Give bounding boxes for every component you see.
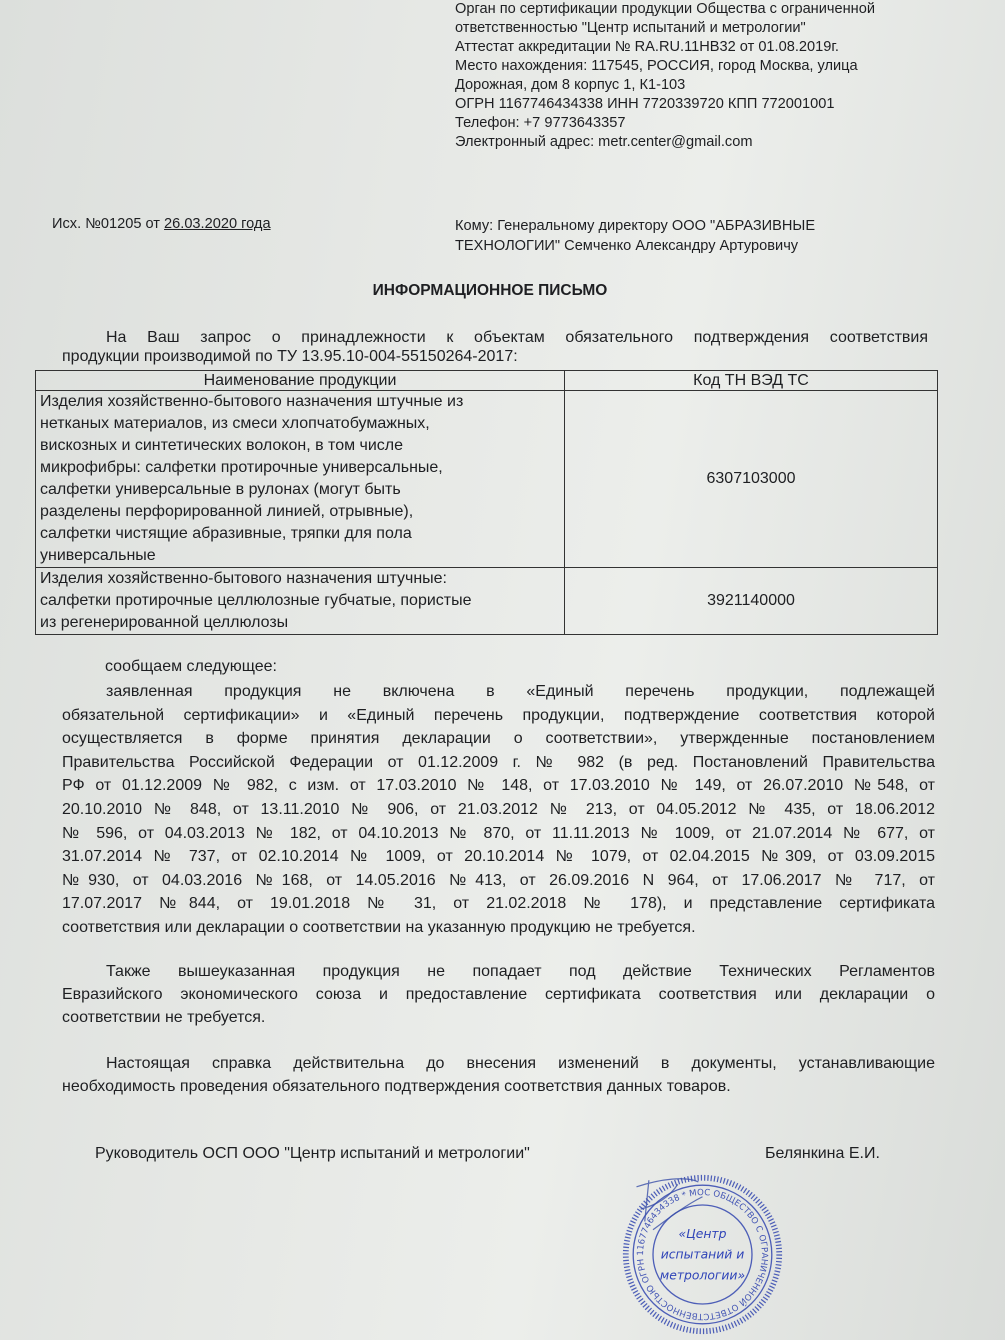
- text-line: Настоящая справка действительна до внесения изменений в документы, устанавливающие: [106, 1055, 935, 1072]
- hs-code-cell: 3921140000: [565, 568, 938, 635]
- products-table: [35, 370, 938, 635]
- text-line: Кому: Генеральному директору ООО "АБРАЗИВНЫЕ: [455, 218, 816, 234]
- text-line: Место нахождения: 117545, РОССИЯ, город Москва, улица: [455, 58, 858, 74]
- table-row: [36, 568, 938, 635]
- stamp-center-line: «Центр: [678, 1227, 727, 1241]
- text-line: 31.07.2014 № 737, от 02.10.2014 № 1009, от 20.10.2014 № 1079, от 02.04.2015 №309, от 03.09.2015: [62, 848, 935, 866]
- hs-code-cell: 6307103000: [565, 391, 938, 568]
- text-line: Телефон: +7 9773643357: [455, 115, 626, 131]
- table-row: [36, 391, 938, 568]
- text-line: из регенерированной целлюлозы: [40, 614, 289, 631]
- stamp-center-line: испытаний и: [660, 1247, 745, 1262]
- text-line: осуществляется в форме принятия декларации о соответствии», утвержденные постановлением: [62, 730, 935, 748]
- recipient: [455, 216, 815, 256]
- text-line: № 596, от 04.03.2013 № 182, от 04.10.2013 № 870, от 11.11.2013 № 1009, от 21.07.2014 № 677, от: [62, 824, 935, 842]
- text-line: Орган по сертификации продукции Общества с ограниченной: [455, 1, 875, 17]
- text-line: Дорожная, дом 8 корпус 1, К1-103: [455, 77, 686, 93]
- text-line: ОГРН 1167746434338 ИНН 7720339720 КПП 772001001: [455, 96, 835, 112]
- text-line: микрофибры: салфетки протирочные универсальные,: [40, 459, 443, 476]
- reference-number: Исх. №01205 от: [52, 216, 165, 232]
- text-line: универсальные: [40, 547, 156, 564]
- paragraph-eaeu-regulations: [62, 960, 935, 1029]
- text-line: разделены перфорированной линией, отрывные),: [40, 503, 414, 520]
- text-line: Изделия хозяйственно-бытового назначения штучные из: [40, 393, 464, 410]
- text-line: Евразийского экономического союза и предоставление сертификата соответствия или декларации о: [62, 986, 935, 1003]
- text-line: салфетки протирочные целлюлозные губчатые, пористые: [40, 592, 472, 609]
- table-header-row: [36, 371, 938, 391]
- text-line: Изделия хозяйственно-бытового назначения штучные:: [40, 570, 447, 587]
- outgoing-reference: [52, 216, 271, 232]
- text-line: Правительства Российской Федерации от 01.12.2009 г. № 982 (в ред. Постановлений Правительства: [62, 753, 935, 771]
- text-line: ответственностью "Центр испытаний и метрологии": [455, 20, 806, 36]
- text-line: нетканых материалов, из смеси хлопчатобумажных,: [40, 415, 430, 432]
- text-line: вискозных и синтетических волокон, в том числе: [40, 437, 404, 454]
- text-line: соответствии не требуется.: [62, 1009, 266, 1026]
- text-line: РФ от 01.12.2009 № 982, с изм. от 17.03.2010 № 148, от 17.03.2010 № 149, от 26.07.2010 №548, от: [62, 777, 935, 795]
- column-header-hs-code: Код ТН ВЭД ТС: [565, 371, 938, 391]
- text-line: обязательной сертификации» и «Единый перечень продукции, подтверждение соответствия которой: [62, 706, 935, 724]
- text-line: Также вышеуказанная продукция не попадает под действие Технических Регламентов: [106, 963, 935, 980]
- text-line: продукции производимой по ТУ 13.95.10-004-55150264-2017:: [62, 348, 518, 365]
- text-line: 17.07.2017 №844, от 19.01.2018 № 31, от 21.02.2018 № 178), и представление сертификата: [62, 895, 935, 913]
- report-intro: сообщаем следующее:: [105, 658, 277, 675]
- text-line: Электронный адрес: metr.center@gmail.com: [455, 134, 753, 150]
- paragraph-validity: [62, 1052, 935, 1098]
- paragraph-not-subject-to-certification: [62, 680, 935, 940]
- text-line: 20.10.2010 № 848, от 13.11.2010 № 906, от 21.03.2012 № 213, от 04.05.2012 № 435, от 18.06.2012: [62, 800, 935, 818]
- text-line: Аттестат аккредитации № RA.RU.11НВ32 от 01.08.2019г.: [455, 39, 839, 55]
- signatory-position: Руководитель ОСП ООО "Центр испытаний и метрологии": [95, 1145, 530, 1162]
- text-line: салфетки универсальные в рулонах (могут быть: [40, 481, 401, 498]
- product-name-cell: [36, 568, 565, 635]
- stamp-outer-text: ОБЩЕСТВО С ОГРАНИЧЕННОЙ ОТВЕТСТВЕННОСТЬЮ ОГРН 1167746434338 * МОСКВА: [636, 1188, 769, 1321]
- company-seal-stamp: [620, 1172, 785, 1337]
- reference-date: 26.03.2020 года: [164, 216, 271, 232]
- text-line: заявленная продукция не включена в «Единый перечень продукции, подлежащей: [106, 683, 935, 700]
- text-line: салфетки чистящие абразивные, тряпки для пола: [40, 525, 412, 542]
- stamp-center-line: метрологии»: [659, 1268, 746, 1283]
- product-name-cell: [36, 391, 565, 568]
- text-line: На Ваш запрос о принадлежности к объектам обязательного подтверждения соответствия: [106, 329, 928, 346]
- document-title: ИНФОРМАЦИОННОЕ ПИСЬМО: [372, 282, 608, 299]
- text-line: №930, от 04.03.2016 №168, от 14.05.2016 №413, от 26.09.2016 N 964, от 17.06.2017 № 717, от: [62, 871, 935, 889]
- intro-paragraph: [62, 328, 928, 366]
- text-line: соответствия или декларации о соответствии на указанную продукцию не требуется.: [62, 918, 696, 936]
- column-header-product-name: Наименование продукции: [36, 371, 565, 391]
- issuer-header: [455, 0, 875, 152]
- text-line: необходимость проведения обязательного подтверждения соответствия данных товаров.: [62, 1078, 731, 1095]
- text-line: ТЕХНОЛОГИИ" Семченко Александру Артуровичу: [455, 238, 799, 254]
- signatory-name: Белянкина Е.И.: [765, 1145, 880, 1162]
